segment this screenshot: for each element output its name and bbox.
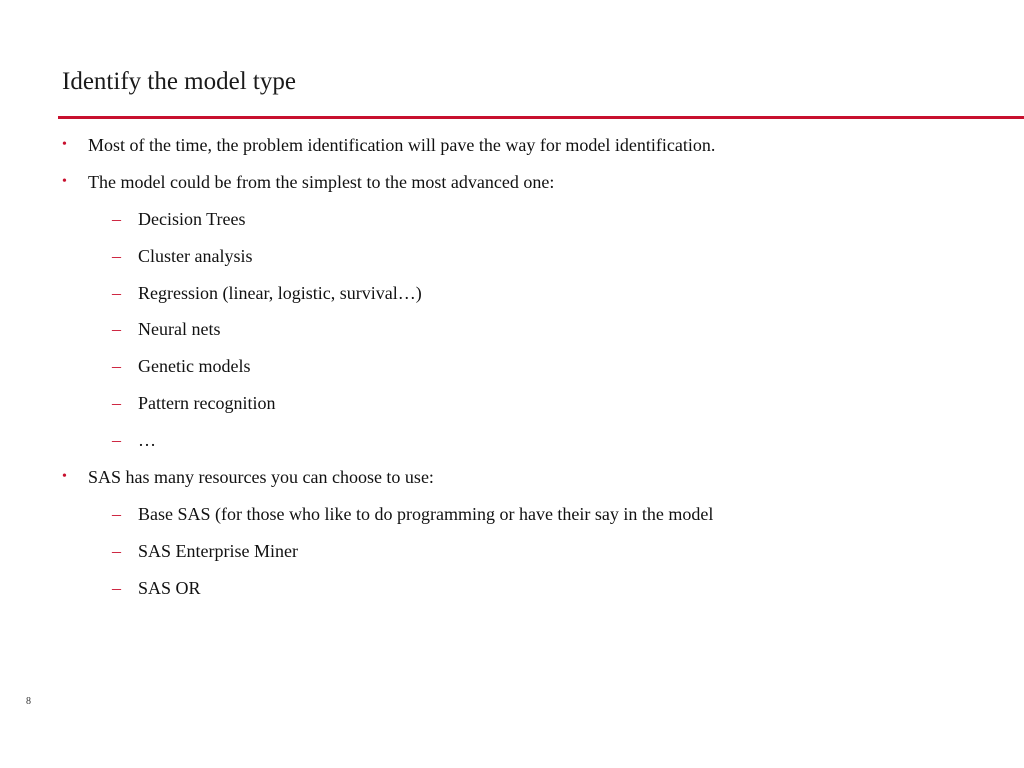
bullet-text: Most of the time, the problem identification will pave the way for model identification.	[88, 135, 716, 155]
dash-icon: –	[112, 430, 121, 450]
bullet-icon: •	[62, 137, 67, 152]
sub-item-text: Pattern recognition	[138, 393, 276, 413]
dash-icon: –	[112, 578, 121, 598]
sub-item-text: Decision Trees	[138, 209, 246, 229]
title-underline	[58, 116, 1024, 119]
dash-icon: –	[112, 283, 121, 303]
sub-item-text: SAS Enterprise Miner	[138, 541, 298, 561]
dash-icon: –	[112, 504, 121, 524]
dash-icon: –	[112, 393, 121, 413]
sub-item-text: Genetic models	[138, 356, 251, 376]
sub-item-text: Regression (linear, logistic, survival…)	[138, 283, 422, 303]
sub-item-text: …	[138, 430, 156, 450]
bullet-icon: •	[62, 174, 67, 189]
dash-icon: –	[112, 319, 121, 339]
sub-item-text: Neural nets	[138, 319, 221, 339]
sub-item-text: SAS OR	[138, 578, 201, 598]
bullet-icon: •	[62, 469, 67, 484]
bullet-text: The model could be from the simplest to the most advanced one:	[88, 172, 555, 192]
bullet-text: SAS has many resources you can choose to use:	[88, 467, 434, 487]
dash-icon: –	[112, 356, 121, 376]
slide-title: Identify the model type	[62, 68, 296, 95]
sub-item-text: Base SAS (for those who like to do programming or have their say in the model	[138, 504, 714, 524]
page-number: 8	[26, 696, 31, 707]
dash-icon: –	[112, 541, 121, 561]
dash-icon: –	[112, 246, 121, 266]
sub-item-text: Cluster analysis	[138, 246, 253, 266]
dash-icon: –	[112, 209, 121, 229]
